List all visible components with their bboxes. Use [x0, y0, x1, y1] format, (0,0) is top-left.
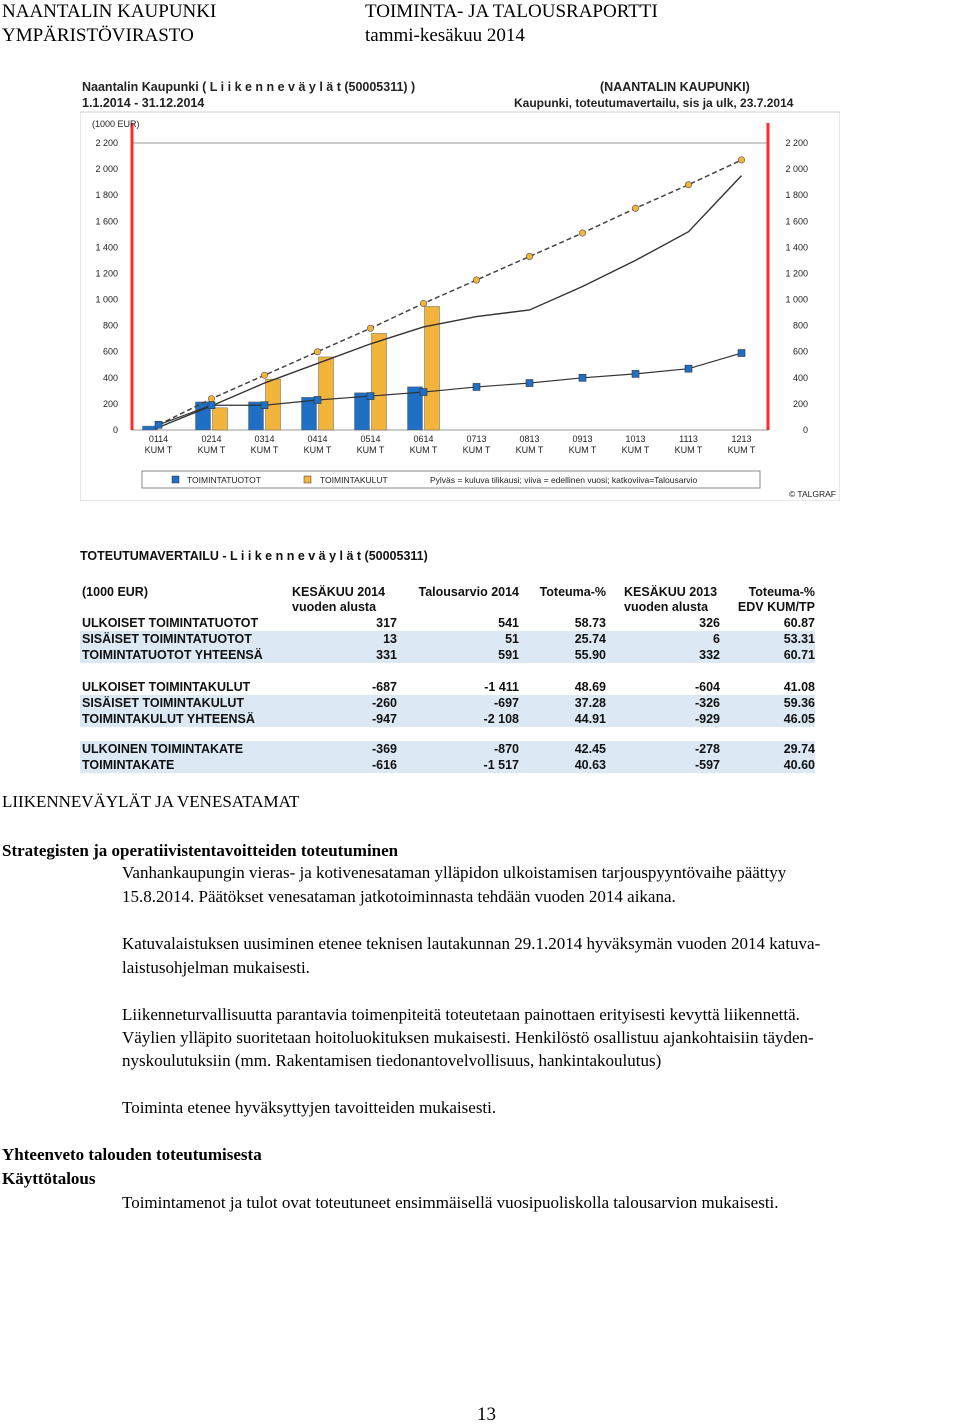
y-tick-right: 1 800 — [785, 190, 808, 201]
table-cell: 332 — [699, 648, 720, 662]
table-cell: 60.87 — [783, 616, 815, 630]
table-cell: -697 — [493, 696, 519, 710]
y-tick-left: 1 000 — [95, 294, 118, 305]
y-tick-left: 0 — [112, 425, 118, 435]
income-marker — [526, 380, 533, 387]
chart-title: Naantalin Kaupunki ( L i i k e n n e v ä y l ä t (50005311) ) — [82, 80, 416, 94]
table-cell: 541 — [498, 616, 519, 630]
x-tick-sublabel: KUM T — [462, 445, 491, 455]
x-tick-sublabel: KUM T — [727, 445, 756, 455]
x-tick-label: 0514 — [360, 434, 381, 444]
table-cell: 58.73 — [574, 616, 606, 630]
y-tick-right: 1 200 — [785, 268, 808, 279]
table-row-label: ULKOINEN TOIMINTAKATE — [82, 742, 244, 756]
table-cell: -604 — [694, 680, 720, 694]
table-cell: -870 — [493, 742, 519, 756]
x-tick-label: 1113 — [679, 434, 698, 444]
income-marker — [738, 350, 745, 357]
y-tick-left: 2 000 — [95, 164, 118, 175]
bar-toimintakulut — [372, 333, 387, 430]
table-cell: 326 — [699, 616, 720, 630]
table-cell: 55.90 — [574, 648, 606, 662]
table-row — [80, 615, 815, 631]
table-cell: 44.91 — [574, 712, 606, 726]
income-marker — [261, 402, 268, 409]
budget-point — [420, 300, 426, 306]
table-cell: 591 — [498, 648, 519, 662]
x-tick-label: 0114 — [148, 434, 169, 444]
table-cell: -1 411 — [484, 680, 519, 694]
y-tick-left: 200 — [102, 398, 118, 409]
table-cell: -947 — [371, 712, 397, 726]
x-tick-sublabel: KUM T — [621, 445, 650, 455]
budget-point — [738, 157, 744, 163]
header-dept: YMPÄRISTÖVIRASTO — [2, 25, 194, 46]
legend-label-tuotot: TOIMINTATUOTOT — [187, 475, 261, 485]
x-tick-label: 1013 — [625, 434, 646, 444]
table-cell: -1 517 — [483, 758, 519, 772]
header-right — [365, 0, 658, 48]
table-column-header: Toteuma-% — [539, 585, 606, 599]
y-tick-left: 400 — [102, 372, 118, 383]
table-cell: -278 — [694, 742, 720, 756]
legend-swatch-tuotot — [172, 476, 179, 483]
x-tick-sublabel: KUM T — [303, 445, 332, 455]
y-tick-right: 2 000 — [785, 164, 808, 175]
income-marker — [367, 393, 374, 400]
table-row — [80, 741, 815, 757]
table-cell: -616 — [371, 758, 397, 772]
income-marker — [155, 421, 162, 428]
table-title: TOTEUTUMAVERTAILU - L i i k e n n e v ä y l ä t (50005311) — [80, 549, 428, 563]
strategy-heading: Strategisten ja operatiivistentavoitteiden toteutuminen — [2, 841, 399, 860]
y-tick-left: 800 — [102, 320, 118, 331]
paragraph-2-line-1: Katuvalaistuksen uusiminen etenee teknisen lautakunnan 29.1.2014 hyväksymän vuoden 2014 katuva- — [122, 934, 821, 953]
y-tick-right: 1 600 — [785, 216, 808, 227]
table-column-header: Talousarvio 2014 — [418, 585, 519, 599]
income-marker — [685, 365, 692, 372]
table-cell: 29.74 — [783, 742, 815, 756]
header-period: tammi-kesäkuu 2014 — [365, 25, 525, 46]
table-cell: -369 — [371, 742, 397, 756]
x-tick-label: 1213 — [731, 434, 752, 444]
table-cell: 40.60 — [783, 758, 815, 772]
table-column-header: KESÄKUU 2013 vuoden alusta — [624, 585, 718, 614]
y-tick-right: 2 200 — [785, 138, 808, 148]
legend-swatch-kulut — [304, 476, 311, 483]
income-marker — [473, 383, 480, 390]
bar-toimintakulut — [319, 357, 334, 430]
y-unit-label: (1000 EUR) — [92, 119, 140, 129]
budget-point — [473, 277, 479, 283]
x-tick-sublabel: KUM T — [250, 445, 279, 455]
table-row — [80, 647, 815, 663]
chart-period: 1.1.2014 - 31.12.2014 — [82, 96, 205, 110]
table-row-label: SISÄISET TOIMINTATUOTOT — [82, 632, 252, 646]
header-org: NAANTALIN KAUPUNKI — [2, 1, 217, 22]
x-tick-label: 0813 — [519, 434, 540, 444]
legend-note: Pylväs = kuluva tilikausi; viiva = edellinen vuosi; katkoviiva=Talousarvio — [430, 475, 698, 485]
income-marker — [314, 396, 321, 403]
income-marker — [579, 374, 586, 381]
page-number: 13 — [477, 1404, 496, 1425]
table-cell: 317 — [376, 616, 397, 630]
x-tick-label: 0913 — [572, 434, 593, 444]
table-cell: 60.71 — [783, 648, 815, 662]
x-tick-sublabel: KUM T — [674, 445, 703, 455]
table-cell: 53.31 — [783, 632, 815, 646]
paragraph-3-line-1: Liikenneturvallisuutta parantavia toimenpiteitä toteutetaan painottaen erityisesti kevyttä liikennettä. — [122, 1005, 800, 1024]
table-cell: -687 — [371, 680, 397, 694]
y-tick-right: 400 — [792, 372, 808, 383]
income-marker — [632, 370, 639, 377]
budget-point — [579, 230, 585, 236]
y-tick-left: 1 200 — [95, 268, 118, 279]
table-cell: 37.28 — [574, 696, 606, 710]
chart-svg — [80, 76, 840, 501]
table-cell: 40.63 — [574, 758, 606, 772]
paragraph-2-line-2: laistusohjelman mukaisesti. — [122, 958, 310, 977]
table-column-header: KESÄKUU 2014 vuoden alusta — [292, 585, 386, 614]
x-tick-label: 0713 — [466, 434, 487, 444]
table-row — [80, 695, 815, 711]
y-tick-left: 1 800 — [95, 190, 118, 201]
chart — [80, 76, 840, 501]
kayttotalous-text: Toimintamenot ja tulot ovat toteutuneet ensimmäisellä vuosipuoliskolla talousarvion mukaisesti. — [122, 1193, 779, 1212]
table-row — [80, 757, 815, 773]
x-tick-sublabel: KUM T — [515, 445, 544, 455]
table-row — [80, 679, 815, 695]
table-cell: 13 — [383, 632, 397, 646]
table-cell: -929 — [694, 712, 720, 726]
table-cell: -597 — [694, 758, 720, 772]
header-left — [2, 0, 216, 48]
table-column-header: Toteuma-% EDV KUM/TP — [737, 585, 815, 614]
table-cell: 46.05 — [783, 712, 815, 726]
table-row-label: SISÄISET TOIMINTAKULUT — [82, 696, 245, 710]
header-report-title: TOIMINTA- JA TALOUSRAPORTTI — [365, 1, 658, 22]
table-cell: 59.36 — [783, 696, 815, 710]
table-cell: 331 — [376, 648, 397, 662]
plot-area — [132, 143, 768, 430]
x-tick-label: 0614 — [413, 434, 434, 444]
budget-point — [208, 395, 214, 401]
table-row-label: TOIMINTATUOTOT YHTEENSÄ — [82, 648, 263, 662]
x-tick-sublabel: KUM T — [409, 445, 438, 455]
table-cell: -260 — [371, 696, 397, 710]
section-heading: LIIKENNEVÄYLÄT JA VENESATAMAT — [2, 792, 300, 811]
y-tick-right: 0 — [802, 425, 808, 435]
chart-org-title: (NAANTALIN KAUPUNKI) — [600, 80, 750, 94]
paragraph-1-line-2: 15.8.2014. Päätökset venesataman jatkotoiminnasta tehdään vuoden 2014 aikana. — [122, 887, 676, 906]
y-tick-left: 1 600 — [95, 216, 118, 227]
x-tick-label: 0314 — [254, 434, 275, 444]
chart-credit: © TALGRAF — [788, 489, 836, 499]
table-unit: (1000 EUR) — [82, 585, 148, 599]
table-cell: 51 — [505, 632, 519, 646]
y-tick-left: 1 400 — [95, 242, 118, 253]
y-tick-right: 600 — [792, 346, 808, 357]
y-tick-right: 800 — [792, 320, 808, 331]
table-row-label: TOIMINTAKATE — [82, 758, 175, 772]
x-tick-label: 0214 — [201, 434, 222, 444]
x-tick-label: 0414 — [307, 434, 328, 444]
y-tick-left: 600 — [102, 346, 118, 357]
y-tick-left: 2 200 — [95, 138, 118, 148]
income-marker — [420, 389, 427, 396]
bar-toimintakulut — [213, 408, 228, 430]
budget-point — [261, 372, 267, 378]
table-cell: 25.74 — [574, 632, 606, 646]
x-tick-sublabel: KUM T — [356, 445, 385, 455]
table-cell: 41.08 — [783, 680, 815, 694]
summary-heading: Yhteenveto talouden toteutumisesta — [2, 1145, 262, 1164]
table-row-label: ULKOISET TOIMINTAKULUT — [82, 680, 251, 694]
x-tick-sublabel: KUM T — [144, 445, 173, 455]
chart-subtitle: Kaupunki, toteutumavertailu, sis ja ulk, 23.7.2014 — [514, 96, 794, 110]
paragraph-3-line-3: nyskoulutuksiin (mm. Rakentamisen tiedonantovelvollisuus, hankintakoulutus) — [122, 1051, 662, 1070]
y-tick-right: 200 — [792, 398, 808, 409]
x-tick-sublabel: KUM T — [568, 445, 597, 455]
kayttotalous-label: Käyttötalous — [2, 1169, 96, 1188]
table-row-label: TOIMINTAKULUT YHTEENSÄ — [82, 712, 255, 726]
paragraph-3-line-2: Väylien ylläpito suoritetaan hoitoluokituksen mukaisesti. Henkilöstö osallistuu ajankohtaisiin täyden- — [122, 1028, 814, 1047]
table-row — [80, 631, 815, 647]
budget-point — [526, 253, 532, 259]
table-row — [80, 711, 815, 727]
paragraph-4: Toiminta etenee hyväksyttyjen tavoitteiden mukaisesti. — [122, 1098, 497, 1117]
table-cell: 6 — [713, 632, 720, 646]
budget-point — [632, 205, 638, 211]
budget-point — [685, 182, 691, 188]
table-cell: -326 — [694, 696, 720, 710]
table-cell: -2 108 — [483, 712, 519, 726]
y-tick-right: 1 400 — [785, 242, 808, 253]
legend-label-kulut: TOIMINTAKULUT — [320, 475, 388, 485]
budget-point — [314, 349, 320, 355]
table-row-label: ULKOISET TOIMINTATUOTOT — [82, 616, 259, 630]
y-tick-right: 1 000 — [785, 294, 808, 305]
table-cell: 48.69 — [574, 680, 606, 694]
budget-point — [367, 325, 373, 331]
table-cell: 42.45 — [574, 742, 606, 756]
income-marker — [208, 402, 215, 409]
paragraph-1-line-1: Vanhankaupungin vieras- ja kotivenesataman ylläpidon ulkoistamisen tarjouspyyntövaihe päättyy — [122, 863, 787, 882]
x-tick-sublabel: KUM T — [197, 445, 226, 455]
